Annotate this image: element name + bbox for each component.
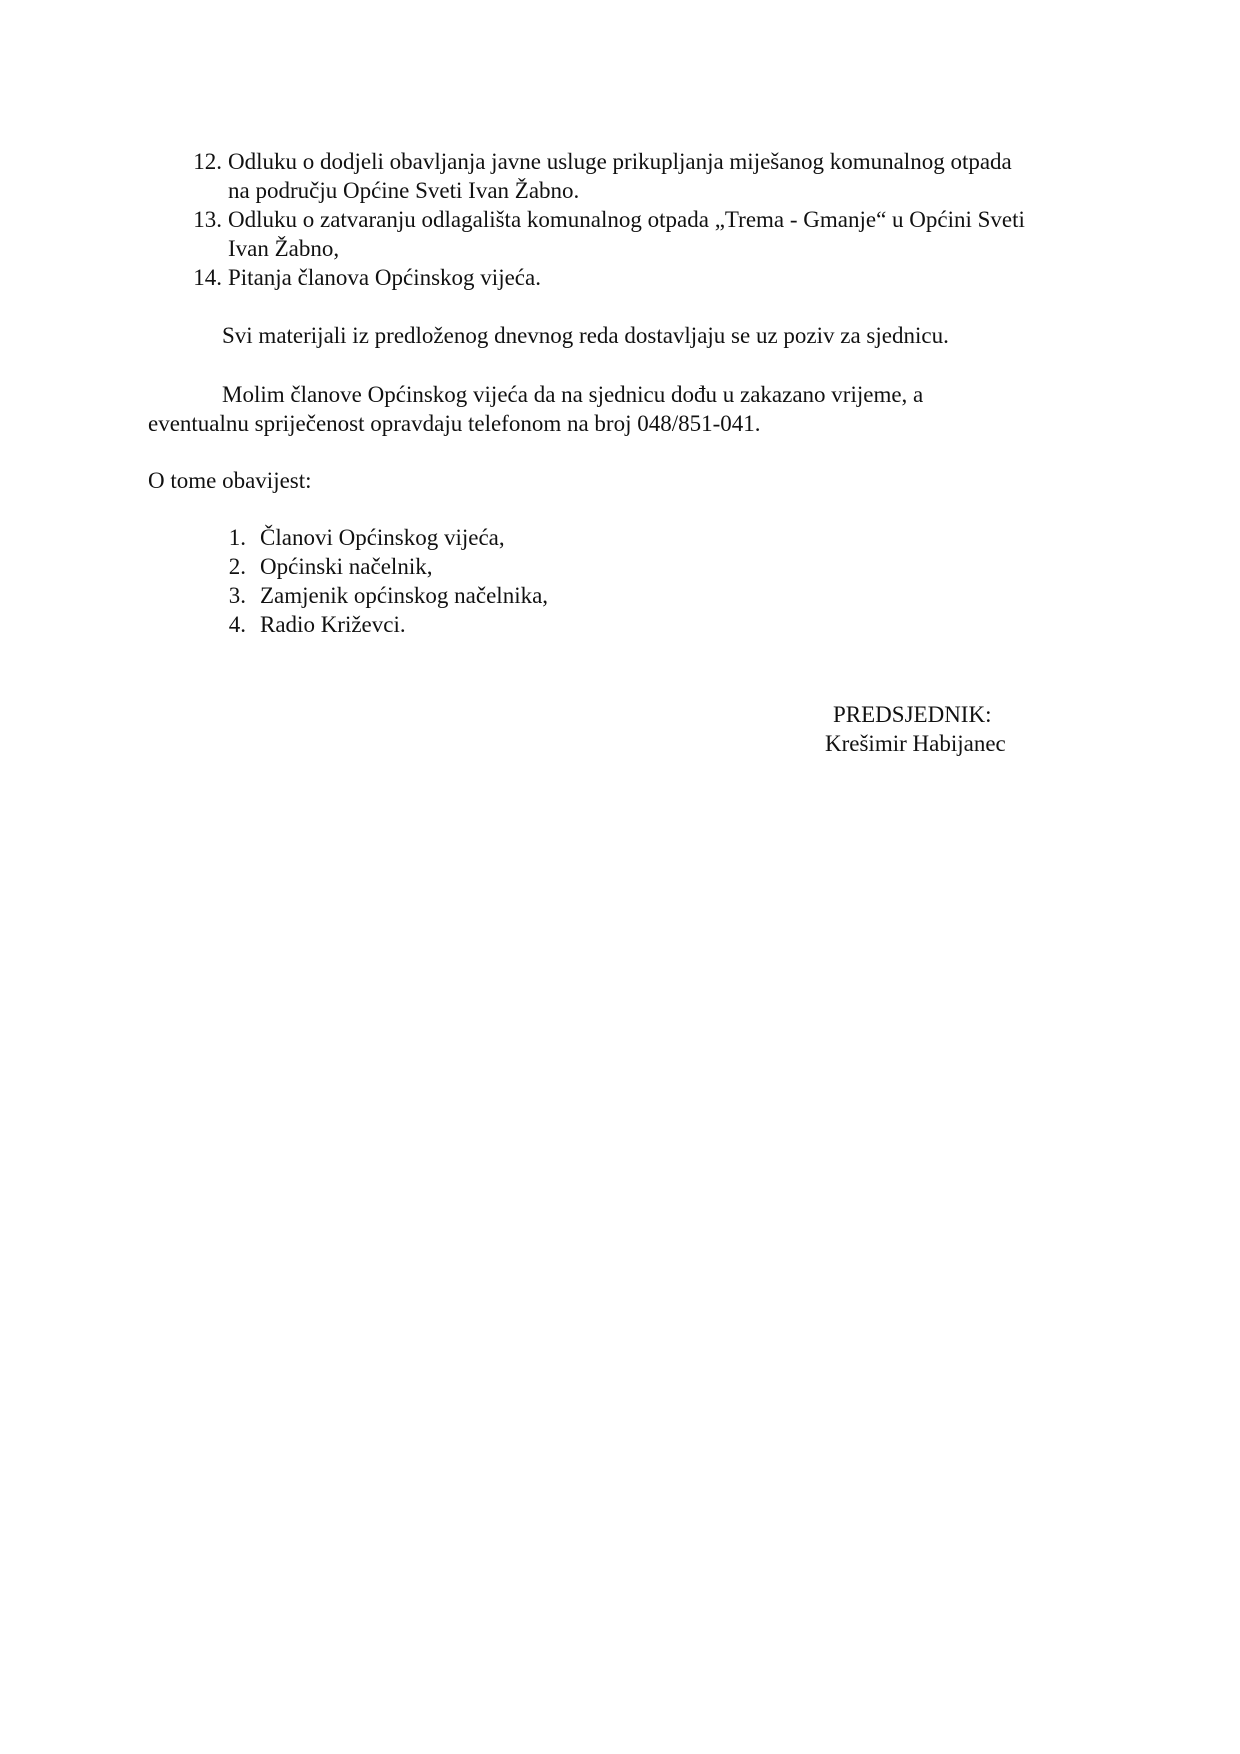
recipient-text: Članovi Općinskog vijeća, bbox=[260, 525, 505, 550]
recipient-text: Općinski načelnik, bbox=[260, 554, 433, 579]
recipient-item bbox=[200, 581, 900, 610]
recipient-item bbox=[200, 523, 900, 552]
recipient-item bbox=[200, 552, 900, 581]
recipient-number: 4. bbox=[228, 612, 246, 637]
recipient-number: 1. bbox=[228, 525, 246, 550]
agenda-item-text: Pitanja članova Općinskog vijeća. bbox=[228, 265, 541, 290]
signature-name: Krešimir Habijanec bbox=[825, 731, 1006, 756]
agenda-item-13 bbox=[150, 205, 1100, 263]
agenda-item-text-continued: na području Općine Sveti Ivan Žabno. bbox=[228, 178, 580, 203]
recipient-item bbox=[200, 610, 900, 639]
attendance-request-line: eventualnu spriječenost opravdaju telefonom na broj 048/851-041. bbox=[148, 411, 761, 436]
agenda-item-text: Odluku o zatvaranju odlagališta komunalnog otpada „Trema - Gmanje“ u Općini Sveti bbox=[228, 207, 1025, 232]
recipient-number: 2. bbox=[228, 554, 246, 579]
agenda-item-number: 12. bbox=[193, 149, 222, 174]
agenda-item-text: Odluku o dodjeli obavljanja javne usluge prikupljanja miješanog komunalnog otpada bbox=[228, 149, 1012, 174]
signature-title: PREDSJEDNIK: bbox=[833, 702, 992, 727]
agenda-item-12 bbox=[150, 147, 1100, 205]
materials-paragraph: Svi materijali iz predloženog dnevnog reda dostavljaju se uz poziv za sjednicu. bbox=[222, 323, 949, 348]
agenda-item-14 bbox=[150, 263, 1100, 292]
signature-block bbox=[815, 700, 1115, 758]
recipient-number: 3. bbox=[228, 583, 246, 608]
recipient-text: Radio Križevci. bbox=[260, 612, 406, 637]
recipient-list bbox=[200, 523, 900, 639]
notice-label: O tome obavijest: bbox=[148, 468, 312, 493]
attendance-request-paragraph bbox=[148, 380, 1048, 438]
agenda-list bbox=[150, 147, 1100, 292]
agenda-item-number: 13. bbox=[193, 207, 222, 232]
agenda-item-text-continued: Ivan Žabno, bbox=[228, 236, 340, 261]
agenda-item-number: 14. bbox=[193, 265, 222, 290]
recipient-text: Zamjenik općinskog načelnika, bbox=[260, 583, 549, 608]
attendance-request-line: Molim članove Općinskog vijeća da na sjednicu dođu u zakazano vrijeme, a bbox=[222, 382, 924, 407]
